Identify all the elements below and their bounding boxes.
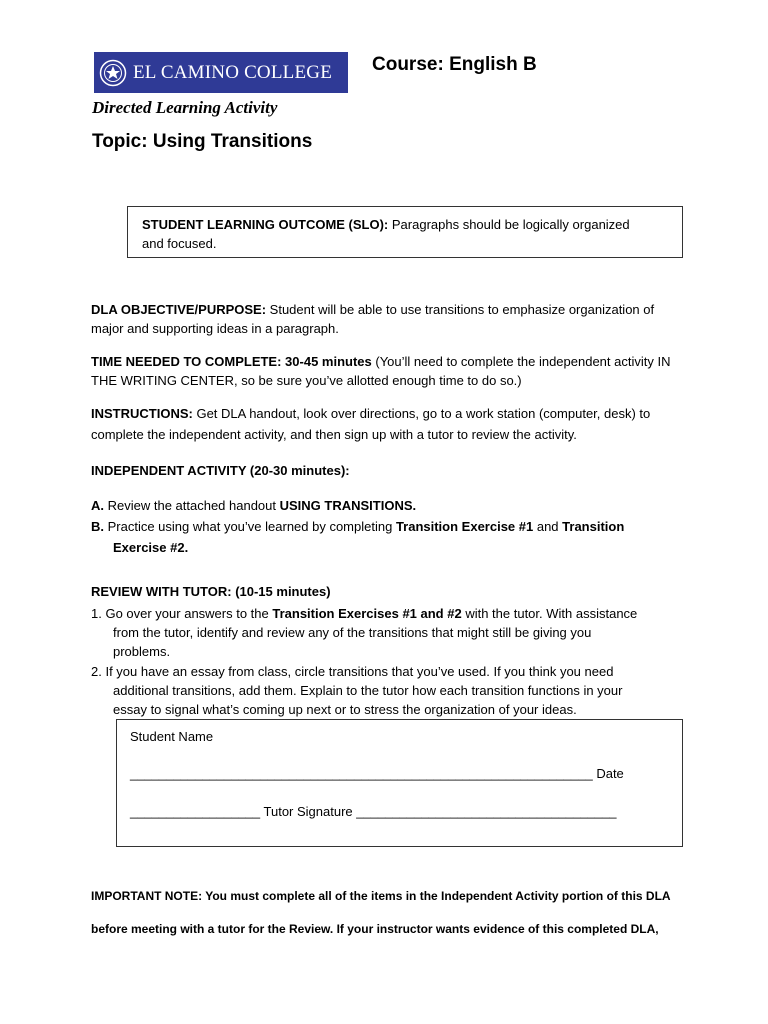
objective-text: Student will be able to use transitions to emphasize organization of major and supporting ideas in a paragraph.	[91, 302, 655, 336]
time-paragraph	[91, 352, 681, 390]
tutor-signature-line[interactable]: __________________ Tutor Signature ____________________________________	[130, 804, 617, 819]
instructions-paragraph	[91, 403, 681, 445]
topic-title: Topic: Using Transitions	[92, 131, 313, 152]
review-item-2-line1: If you have an essay from class, circle transitions that you’ve used. If you think you need	[101, 664, 614, 679]
student-name-date-line[interactable]: ________________________________________________________________ Date	[130, 766, 624, 781]
objective-label: DLA OBJECTIVE/PURPOSE:	[91, 302, 267, 317]
item-b-bold2: Transition	[562, 519, 625, 534]
independent-item-a	[91, 495, 681, 516]
item-b-bold3: Exercise #2.	[113, 540, 189, 555]
logo-text: EL CAMINO COLLEGE	[133, 61, 333, 83]
objective-paragraph	[91, 300, 681, 338]
course-title: Course: English B	[372, 54, 537, 75]
slo-text-line2: and focused.	[142, 236, 217, 251]
instructions-label: INSTRUCTIONS:	[91, 406, 193, 421]
slo-text	[142, 215, 662, 253]
review-heading: REVIEW WITH TUTOR: (10-15 minutes)	[91, 584, 331, 599]
item-a-marker: A.	[91, 498, 104, 513]
time-label: TIME NEEDED TO COMPLETE: 30-45 minutes	[91, 354, 372, 369]
independent-item-b	[91, 516, 681, 558]
item-b-bold1: Transition Exercise #1	[395, 519, 534, 534]
review-item-2-line2: additional transitions, add them. Explain to the tutor how each transition functions in your	[113, 683, 623, 698]
review-item-1-marker: 1.	[91, 606, 102, 621]
important-note-line1: IMPORTANT NOTE: You must complete all of the items in the Independent Activity portion of this DLA	[91, 889, 671, 903]
review-item-1	[91, 604, 681, 661]
item-b-marker: B.	[91, 519, 104, 534]
slo-text-line1: Paragraphs should be logically organized	[388, 217, 630, 232]
time-text: (You’ll need to complete the independent activity IN THE WRITING CENTER, so be sure you’ve allotted enough time to do so.)	[91, 354, 671, 388]
review-item-2-marker: 2.	[91, 664, 102, 679]
independent-activity-heading: INDEPENDENT ACTIVITY (20-30 minutes):	[91, 463, 350, 478]
item-a-bold: USING TRANSITIONS.	[279, 498, 417, 513]
instructions-text: Get DLA handout, look over directions, go to a work station (computer, desk) to complete the independent activity, and then sign up with a tutor to review the activity.	[91, 406, 651, 442]
review-item-1-post: with the tutor. With assistance	[461, 606, 638, 621]
important-note-line2: before meeting with a tutor for the Review. If your instructor wants evidence of this completed DLA,	[91, 922, 659, 936]
review-item-2	[91, 662, 681, 719]
review-item-2-line3: essay to signal what’s coming up next or to stress the organization of your ideas.	[113, 702, 577, 717]
review-item-1-line3: problems.	[113, 644, 171, 659]
review-item-1-pre: Go over your answers to the	[101, 606, 273, 621]
slo-label: STUDENT LEARNING OUTCOME (SLO):	[142, 217, 389, 232]
dla-title: Directed Learning Activity	[92, 98, 278, 117]
student-name-label: Student Name	[130, 729, 214, 744]
review-item-1-bold: Transition Exercises #1 and #2	[272, 606, 462, 621]
item-a-text: Review the attached handout	[104, 498, 280, 513]
item-b-and: and	[533, 519, 563, 534]
college-logo	[94, 52, 348, 93]
college-seal-icon	[99, 59, 127, 87]
item-b-text: Practice using what you’ve learned by completing	[104, 519, 396, 534]
review-item-1-line2: from the tutor, identify and review any of the transitions that might still be giving you	[113, 625, 592, 640]
